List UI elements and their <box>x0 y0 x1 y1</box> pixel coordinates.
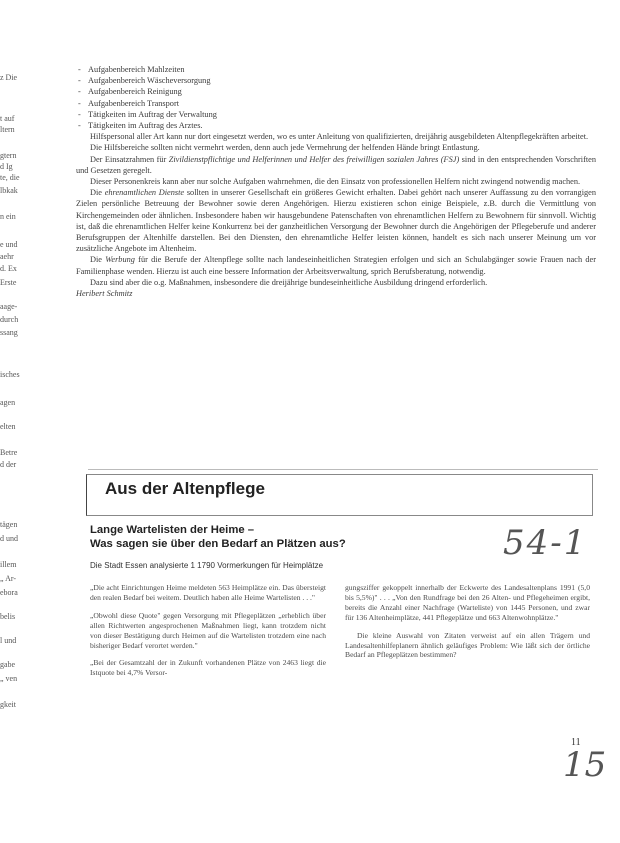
section-title: Aus der Altenpflege <box>105 479 265 498</box>
paragraph: Dazu sind aber die o.g. Maßnahmen, insbesondere die dreijährige bundeseinheitliche Ausbildung dringend erforderlich. <box>90 277 488 287</box>
margin-fragment: isches <box>0 370 20 379</box>
divider <box>88 469 598 470</box>
margin-fragment: lbkak <box>0 186 18 195</box>
margin-fragment: z Die <box>0 73 18 82</box>
margin-fragment: d Ig <box>0 162 13 171</box>
article-column-right <box>345 583 590 668</box>
list-item: - Aufgabenbereich Mahlzeiten <box>76 64 596 75</box>
paragraph: „Die acht Einrichtungen Heime meldeten 563 Heimplätze ein. Das übersteigt den realen Bedarf bei weitem. Deutlich haben alle Heime Wartelisten . . ." <box>90 583 326 602</box>
margin-fragment: durch <box>0 315 19 324</box>
margin-fragment: tägen <box>0 520 18 529</box>
author-signature: Heribert Schmitz <box>76 289 133 299</box>
handwritten-page-number: 15 <box>563 745 607 785</box>
handwritten-note: 54-1 <box>503 523 588 563</box>
margin-fragment: Betre <box>0 448 18 457</box>
margin-fragment: agen <box>0 398 16 407</box>
paragraph: Die kleine Auswahl von Zitaten verweist auf ein allen Trägern und Landesaltenhilfeplanern ähnlich geläufiges Problem: Wie läßt sich der örtliche Bedarf an Pflegeplätzen bestimmen? <box>345 630 590 660</box>
paragraph: gungsziffer gekoppelt innerhalb der Eckwerte des Landesaltenplans 1991 (5,0 bis 5,5%)" . . . „Von den Rundfrage bei den 26 Alten- und Pflegeheimen ergibt, bereits die Anzahl einer Nachfrage (Warteliste) von 1445 Personen, und zwar für 136 Altenheimplätze, 441 Pflegeplätze und 663 Altenwohnplätze." <box>345 583 590 622</box>
headline-line-1: Lange Wartelisten der Heime – <box>90 524 255 536</box>
list-item: - Tätigkeiten im Auftrag des Arztes. <box>76 120 596 131</box>
margin-fragment: gtern <box>0 151 17 160</box>
margin-fragment: n ein <box>0 212 16 221</box>
page-number: 11 <box>571 737 581 748</box>
margin-fragment: e und <box>0 240 18 249</box>
margin-fragment: belis <box>0 612 16 621</box>
article-headline <box>90 523 440 551</box>
margin-fragment: „ ven <box>0 674 18 683</box>
margin-fragment: gkeit <box>0 700 16 709</box>
margin-fragment: aehr <box>0 252 14 261</box>
paragraph: Die Werbung für die Berufe der Altenpflege sollte nach landeseinheitlichen Strategien erfolgen und sich an Schulabgänger sowie Frauen nach der Familienphase wenden. Hierzu ist auch eine bessere Information der Arbeitsverwaltung, sprich Berufsberatung, notwendig. <box>76 255 596 276</box>
margin-fragment: l und <box>0 636 17 645</box>
margin-fragment: gabe <box>0 660 16 669</box>
paragraph: „Obwohl diese Quote" gegen Versorgung mit Pflegeplätzen „erheblich über allen Richtwerten angesprochenen Maßnahmen liegt, kann trotzdem nicht von dieser Bestätigung durch Heimen auf die Wartelisten trotzdem eine nach bisheriger Bedarf verortet werden." <box>90 610 326 650</box>
headline-line-2: Was sagen sie über den Bedarf an Plätzen aus? <box>90 538 346 550</box>
margin-fragment: te, die <box>0 173 20 182</box>
margin-fragment: d der <box>0 460 17 469</box>
list-item: - Aufgabenbereich Reinigung <box>76 86 596 97</box>
margin-fragment: Erste <box>0 278 17 287</box>
list-item: - Aufgabenbereich Wäscheversorgung <box>76 75 596 86</box>
margin-fragment: elten <box>0 422 16 431</box>
margin-fragment: t auf <box>0 114 15 123</box>
margin-fragment: ltern <box>0 125 15 134</box>
margin-fragment: ssang <box>0 328 18 337</box>
margin-fragment: aage- <box>0 302 18 311</box>
list-item: - Aufgabenbereich Transport <box>76 98 596 109</box>
article-subheadline: Die Stadt Essen analysierte 1 1790 Vormerkungen für Heimplätze <box>90 561 324 570</box>
paragraph: „Bei der Gesamtzahl der in Zukunft vorhandenen Plätze von 2463 liegt die Istquote bei 4,7% Versor- <box>90 658 326 678</box>
paragraph: Hilfspersonal aller Art kann nur dort eingesetzt werden, wo es unter Anleitung von qualifizierten, dreijährig ausgebildeten Altenpflegekräften arbeitet. <box>90 132 589 142</box>
margin-fragment: ebora <box>0 588 18 597</box>
paragraph: Dieser Personenkreis kann aber nur solche Aufgaben wahrnehmen, die den Einsatz von professionellen Helfern nicht zwingend notwendig machen. <box>90 177 581 187</box>
top-text-section <box>76 64 596 299</box>
margin-fragment: d. Ex <box>0 264 17 273</box>
list-item: - Tätigkeiten im Auftrag der Verwaltung <box>76 109 596 120</box>
paragraph: Der Einsatzrahmen für Zivildienstpflichtige und Helferinnen und Helfer des freiwilligen sozialen Jahres (FSJ) sind in den entsprechenden Vorschriften und Gesetzen geregelt. <box>76 154 596 175</box>
article-column-left <box>90 583 326 686</box>
paragraph: Die ehrenamtlichen Dienste sollten in unserer Gesellschaft ein größeres Gewicht erhalten. Dabei gehört nach unserer Auffassung zu den vorrangigen Zielen persönliche Betreuung der Bewohner sowie deren Angehörigen. Hierzu existieren schon einige Beispiele, z.B. durch die Vermittlung von Kirchengemeinden oder ähnlichen. Insbesondere haben wir hausgebundene Patenschaften von ehrenamtlichen Helfern zu Bewohnern für sinnvoll. Wichtig ist, daß die ehrenamtlichen Helfer keine Konkurrenz bei der ganzheitlichen Versorgung der Bewohner durch die Angehörigen der Pflegeberufe und anderer Berufsgruppen der Altenhilfe darstellen. Bei den Diensten, den ehrenamtliche Helfer leisten können, handelt es sich nach unserer Meinung um vor zusätzliche Angebote im Altenheim. <box>76 188 596 254</box>
paragraph: Die Hilfsbereiche sollten nicht vermehrt werden, denn auch jede Vermehrung der helfenden Hände bringt Entlastung. <box>90 143 480 153</box>
margin-fragment: d und <box>0 534 18 543</box>
margin-fragment: illem <box>0 560 17 569</box>
margin-fragment: „ Ar- <box>0 574 17 583</box>
